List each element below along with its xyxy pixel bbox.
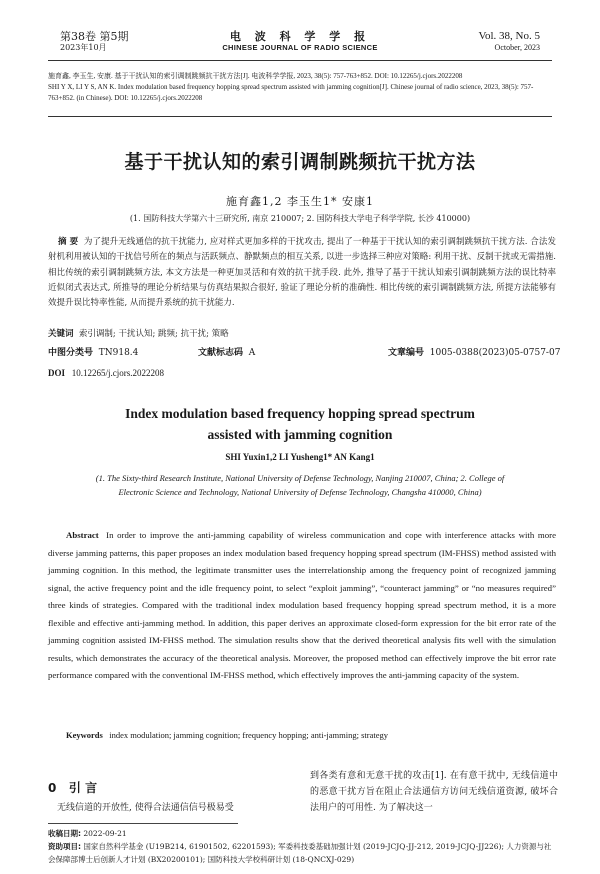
received-label: 收稿日期:: [48, 829, 81, 838]
funding: [48, 840, 558, 866]
volume-issue: 第38卷 第5期: [60, 30, 129, 43]
paper-title-en-line1: Index modulation based frequency hopping spread spectrum: [125, 406, 475, 421]
citation-en: SHI Y X, LI Y S, AN K. Index modulation based frequency hopping spread spectrum assisted with jamming cognition[J]. Chinese journal of radio science, 2023, 38(5): 757-763+852. (in Chinese). DOI: 10.12265/j.cjors.2022208: [48, 83, 534, 102]
abstract-cn: [48, 235, 556, 311]
abstract-label-en: Abstract: [66, 530, 99, 540]
abstract-text-en: In order to improve the anti-jamming capability of wireless communication and cope with interference attacks with more diverse jamming patterns, this paper proposes an index modulation based frequency hopping spread spectrum (IM-FHSS) method assisted with jamming cognition. In this method, the legitimate transmitter uses the interrelationship among the frequency point of recognized jamming signal, the active frequency point and the idle frequency point, to select “exploit jamming”, “counteract jamming” or “no measures required” three kinds of strategies. Compared with the traditional index modulation based frequency hopping spread spectrum method, it is a more flexible and effective anti-jamming method. In addition, this paper derives an approximate closed-form expression for the bit error rate of the jamming cognition assisted IM-FHSS method. The simulation results show that the derived theoretical analysis fits well with the simulation results, which demonstrates the accuracy of the theoretical analysis. Moreover, the proposed method can effectively improve the bit error rate performance compared with the conventional IM-FHSS method, which effectively improves the anti-jamming capacity of the system.: [48, 530, 556, 680]
abstract-en: [48, 527, 556, 685]
article-no-label: 文章编号: [388, 348, 425, 358]
journal-name-en: CHINESE JOURNAL OF RADIO SCIENCE: [222, 43, 378, 52]
doc-code-field: [198, 347, 255, 360]
received-value: 2022-09-21: [83, 829, 127, 838]
keywords-text-cn: 索引调制; 干扰认知; 跳频; 抗干扰; 策略: [78, 329, 229, 339]
issue-date-en: October, 2023: [494, 43, 540, 52]
citation-cn: 施育鑫, 李玉生, 安康. 基于干扰认知的索引调制跳频抗干扰方法[J]. 电波科学学报, 2023, 38(5): 757-763+852. DOI: 10.12265/j.cjors.2022208: [48, 72, 463, 80]
doi-row: [48, 367, 164, 380]
received-date: [48, 827, 558, 840]
authors-cn: 施育鑫1,2 李玉生1* 安康1: [226, 195, 374, 208]
doi-value: 10.12265/j.cjors.2022208: [71, 368, 165, 378]
body-column-left: 无线信道的开放性, 使得合法通信信号极易受: [57, 803, 234, 813]
keywords-text-en: index modulation; jamming cognition; frequency hopping; anti-jamming; strategy: [109, 730, 389, 740]
doc-code-value: A: [248, 348, 256, 358]
paper-title-cn: 基于干扰认知的索引调制跳频抗干扰方法: [124, 151, 476, 173]
authors-en: SHI Yuxin1,2 LI Yusheng1* AN Kang1: [225, 452, 375, 462]
footnote-rule: [48, 823, 238, 824]
abstract-text-cn: 为了提升无线通信的抗干扰能力, 应对样式更加多样的干扰攻击, 提出了一种基于干扰认知的索引调制跳频抗干扰方法. 合法发射机利用被认知的干扰信号所在的频点与活跃频点、静默频点的相互关系, 以进一步选择三种应对策略: 利用干扰、反制干扰或无需措施. 相比传统的索引调制跳频方法, 本文方法是一种更加灵活和有效的抗干扰手段. 此外, 推导了基于干扰认知索引调制跳频方法的误比特率近似闭式表达式, 所推导的理论分析结果与仿真结果拟合很好, 验证了理论分析的准确性. 相比传统的索引调制跳频方法, 所提方法能够有效提升误比特率性能, 从而提升系统的抗干扰能力.: [48, 237, 557, 309]
journal-name: [60, 30, 540, 53]
issue-date: 2023年10月: [60, 43, 107, 52]
section-title: 引 言: [68, 781, 98, 795]
journal-name-cn: 电 波 科 学 学 报: [229, 30, 371, 43]
clc-label: 中图分类号: [48, 348, 94, 358]
keywords-en: [48, 729, 556, 742]
citation-block: [48, 71, 556, 104]
doi-label: DOI: [48, 368, 66, 378]
affiliation-cn: (1. 国防科技大学第六十三研究所, 南京 210007; 2. 国防科技大学电子科学学院, 长沙 410000): [129, 214, 471, 223]
header-rule: [48, 60, 552, 61]
doc-code-label: 文献标志码: [198, 348, 244, 358]
clc-value: TN918.4: [98, 348, 139, 358]
section-heading-intro: [48, 779, 97, 796]
affiliation-en: (1. The Sixty-third Research Institute, National University of Defense Technology, Nanjing 210007, China; 2. College of Electronic Science and Technology, National University of Defense Technology, Changsha 410000, China): [95, 473, 505, 497]
abstract-label-cn: 摘 要: [58, 237, 79, 247]
article-no-field: [388, 347, 560, 360]
paper-title-en-line2: assisted with jamming cognition: [207, 427, 393, 442]
volume-issue-en: Vol. 38, No. 5: [478, 30, 540, 42]
keywords-label-cn: 关键词: [48, 329, 74, 339]
body-column-right: 到各类有意和无意干扰的攻击[1]. 在有意干扰中, 无线信道中的恶意干扰方旨在阻止合法通信方访问无线信道资源, 破坏合法用户的可用性. 为了解决这一: [310, 771, 558, 813]
paper-title-en: [0, 403, 600, 445]
keywords-cn: [48, 328, 556, 341]
clc-field: [48, 347, 138, 360]
section-number: 0: [48, 781, 57, 795]
citation-rule: [48, 116, 552, 117]
footnote: [48, 827, 558, 866]
funding-value: 国家自然科学基金 (U19B214, 61901502, 62201593); 军委科技委基础加强计划 (2019-JCJQ-JJ-212, 2019-JCJQ-JJ226); 人力资源与社会保障部博士后创新人才计划 (BX20200101); 国防科技大学校科研计划 (18-QNCXJ-029): [48, 842, 552, 864]
funding-label: 资助项目:: [48, 842, 81, 851]
keywords-label-en: Keywords: [66, 730, 103, 740]
running-header: [60, 30, 540, 58]
article-no-value: 1005-0388(2023)05-0757-07: [429, 348, 561, 358]
issue-info-en: [478, 30, 540, 53]
